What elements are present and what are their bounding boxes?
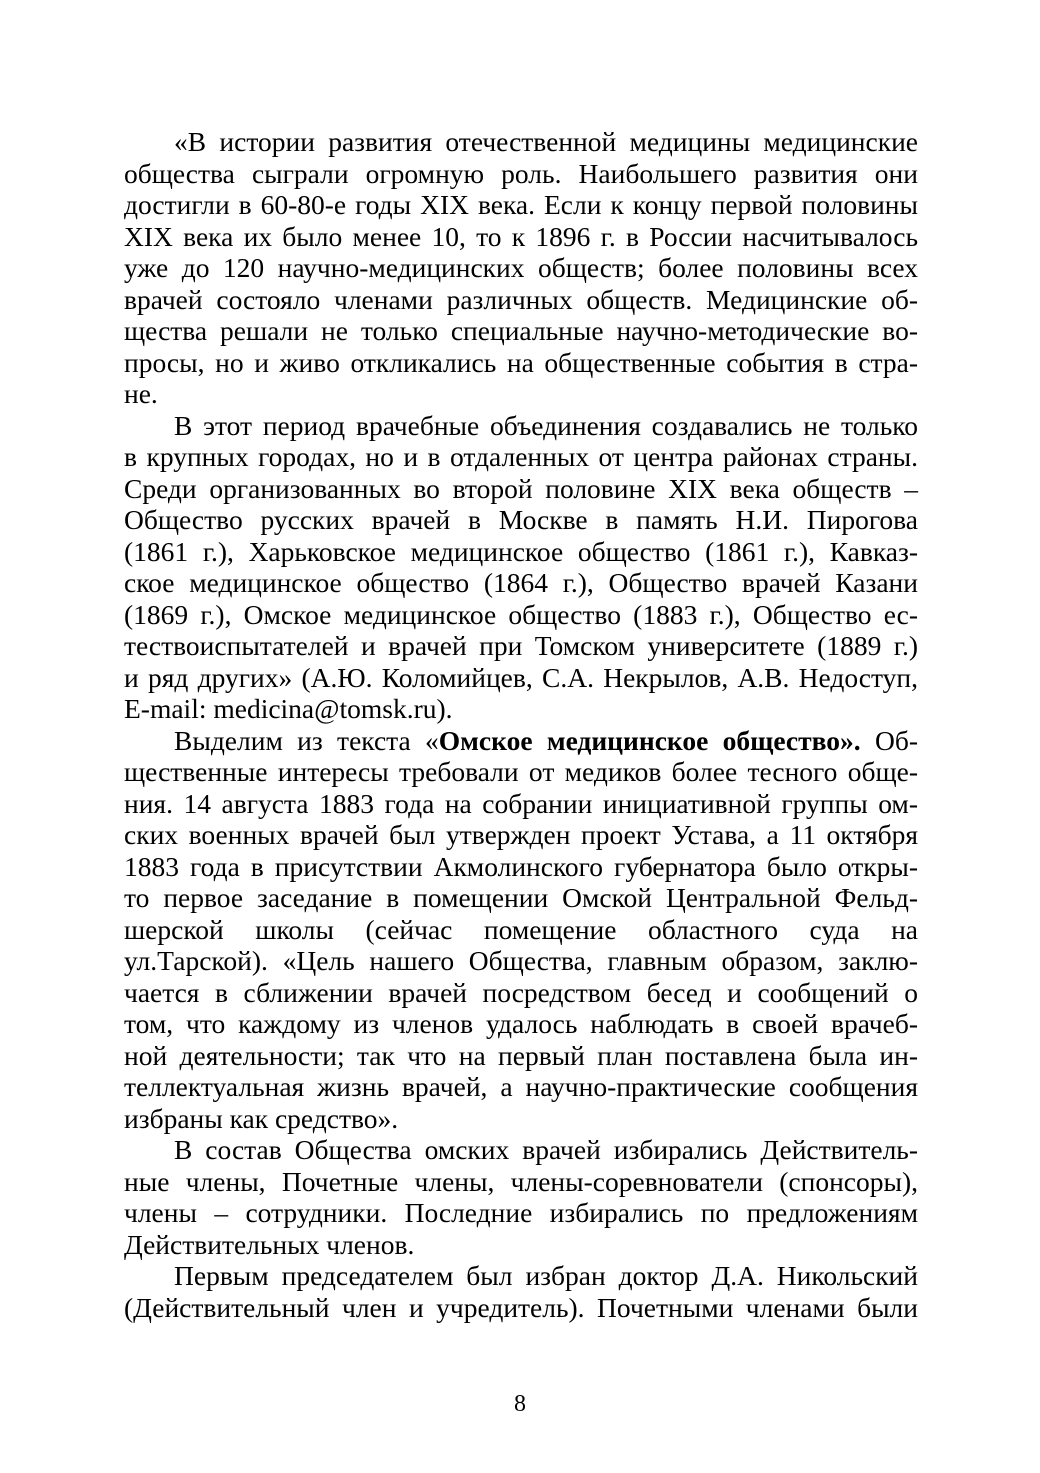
text-line: Общество русских врачей в Москве в память Н.И. Пирогова: [124, 504, 918, 535]
text-line: просы, но и живо откликались на общественные события в стра-: [124, 346, 918, 378]
text-line: тествоиспытателей и врачей при Томском университете (1889 г.): [124, 630, 918, 661]
text-line: (1869 г.), Омское медицинское общество (1883 г.), Общество ес-: [124, 598, 918, 630]
text-line: E-mail: medicina@tomsk.ru).: [124, 693, 453, 724]
text-line: теллектуальная жизнь врачей, а научно-практические сообщения: [124, 1071, 918, 1102]
text-line: Действительных членов.: [124, 1228, 415, 1260]
text-line: Первым председателем был избран доктор Д.А. Никольский: [174, 1260, 918, 1291]
text-line: [124, 725, 918, 757]
text-line: том, что каждому из членов удалось наблюдать в своей врачеб-: [124, 1008, 918, 1039]
text-line: (1861 г.), Харьковское медицинское общество (1861 г.), Кавказ-: [124, 535, 918, 567]
text-line: члены – сотрудники. Последние избирались по предложениям: [124, 1197, 918, 1228]
text-line: то первое заседание в помещении Омской Центральной Фельд-: [124, 882, 918, 913]
text-fragment: Выделим из текста «: [174, 724, 439, 756]
text-line: в крупных городах, но и в отдаленных от центра районах страны.: [124, 441, 918, 472]
text-line: ское медицинское общество (1864 г.), Общество врачей Казани: [124, 567, 918, 598]
text-line: чается в сближении врачей посредством бесед и сообщений о: [124, 976, 918, 1008]
text-line: В этот период врачебные объединения создавались не только: [174, 409, 918, 441]
text-line: шерской школы (сейчас помещение областного суда на: [124, 913, 918, 945]
text-line: врачей состояло членами различных обществ. Медицинские об-: [124, 283, 918, 315]
text-line: 1883 года в присутствии Акмолинского губернатора было откры-: [124, 850, 918, 882]
text-line: ул.Тарской). «Цель нашего Общества, главным образом, заклю-: [124, 945, 918, 976]
text-line: В состав Общества омских врачей избирались Действитель-: [174, 1134, 918, 1165]
page-number: 8: [514, 1391, 526, 1417]
text-line: уже до 120 научно-медицинских обществ; более половины всех: [124, 252, 918, 283]
bold-society-name: Омское медицинское общество».: [438, 724, 861, 756]
paragraph-3: [124, 725, 918, 1135]
text-line: ния. 14 августа 1883 года на собрании инициативной группы ом-: [124, 787, 918, 819]
paragraph-1: [124, 126, 918, 410]
paragraph-4: [124, 1134, 918, 1260]
text-line: и ряд других» (А.Ю. Коломийцев, С.А. Некрылов, А.В. Недоступ,: [124, 661, 918, 693]
text-line: избраны как средство».: [124, 1102, 399, 1134]
text-line: достигли в 60-80-е годы XIX века. Если к концу первой половины: [124, 189, 918, 220]
text-line: XIX века их было менее 10, то к 1896 г. в России насчитывалось: [124, 220, 918, 252]
text-line: ные члены, Почетные члены, члены-соревнователи (спонсоры),: [124, 1165, 918, 1197]
text-line: общества сыграли огромную роль. Наибольшего развития они: [124, 157, 918, 189]
text-line: щественные интересы требовали от медиков более тесного обще-: [124, 756, 918, 787]
text-line: ной деятельности; так что на первый план поставлена была ин-: [124, 1039, 918, 1071]
text-line: щества решали не только специальные научно-методические во-: [124, 315, 918, 346]
document-page: [124, 126, 918, 1323]
paragraph-5: [124, 1260, 918, 1323]
text-line: Среди организованных во второй половине XIX века обществ –: [124, 472, 918, 504]
text-line: (Действительный член и учредитель). Почетными членами были: [124, 1291, 918, 1323]
text-line: «В истории развития отечественной медицины медицинские: [174, 126, 918, 157]
text-fragment: Об-: [860, 724, 919, 756]
text-line: не.: [124, 378, 158, 409]
text-line: ских военных врачей был утвержден проект Устава, а 11 октября: [124, 819, 918, 850]
paragraph-2: [124, 410, 918, 725]
